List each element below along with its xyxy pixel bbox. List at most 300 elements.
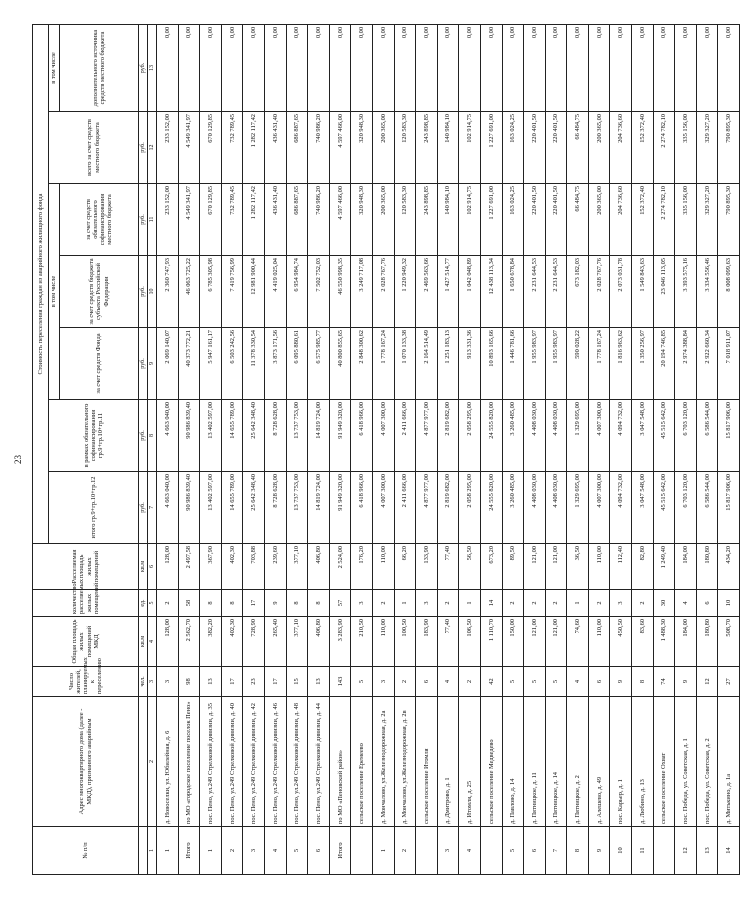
cell-total-cost: 25 642 348,40 [243,472,265,544]
cell-address: сельское поселение Еремеево [351,697,373,827]
cell-residents: 9 [675,667,697,697]
cell-residents: 5 [351,667,373,697]
cell-additional-source: 0,00 [329,24,351,111]
cell-row-number: 6 [524,827,546,875]
cell-total-area: 121,00 [545,617,567,667]
cell-region-budget: 2 231 644,53 [524,256,546,328]
cell-total-cost: 14 655 789,00 [221,472,243,544]
cell-resettled-area: 184,00 [675,544,697,590]
cell-address: по МО «городское поселение поселок Пено» [178,697,200,827]
cell-region-budget: 8 008 099,63 [718,256,740,328]
table-row [329,24,351,874]
cell-total-cost: 4 094 732,00 [610,472,632,544]
cell-total-area: 180,80 [696,617,718,667]
cell-fund: 40 800 855,65 [329,328,351,400]
header-fund: за счет средств Фонда [60,328,139,400]
cell-total-area: 265,40 [264,617,286,667]
cell-additional-source: 0,00 [632,24,654,111]
cell-additional-source: 0,00 [610,24,632,111]
cell-additional-source: 0,00 [588,24,610,111]
cell-resettled-area: 176,20 [351,544,373,590]
cell-resettled-area: 56,50 [459,544,481,590]
cell-total-cost: 6 586 544,00 [696,472,718,544]
cell-residents: 5 [545,667,567,697]
cell-additional-source: 0,00 [524,24,546,111]
cell-residents: 3 [372,667,394,697]
header-units-count: количество расселяемых жилых помещений [33,590,139,617]
cell-total-cost: 90 986 839,40 [178,472,200,544]
cell-address: сельское поселение Охват [653,697,675,827]
table-row [653,24,675,874]
cell-fund: 1 778 167,24 [588,328,610,400]
cell-units-count: 2 [588,590,610,617]
cell-resettled-area: 377,10 [286,544,308,590]
cell-cofinancing: 24 555 820,00 [480,400,502,472]
header-number: № п/п [33,827,139,875]
cell-additional-source: 0,00 [221,24,243,111]
cell-additional-source: 0,00 [178,24,200,111]
cell-row-number [653,827,675,875]
cell-units-count: 2 [545,590,567,617]
cell-total-cost: 13 402 597,00 [200,472,222,544]
column-number: 5 [148,590,157,617]
cell-resettled-area: 2 497,58 [178,544,200,590]
cell-resettled-area: 36,50 [567,544,589,590]
cell-region-budget: 2 073 031,78 [610,256,632,328]
cell-address: д. Пятницкое, д. 11 [524,697,546,827]
column-number: 8 [148,400,157,472]
cell-local-budget-total: 102 914,75 [459,112,481,184]
cell-total-cost: 4 408 030,00 [545,472,567,544]
table-row [178,24,200,874]
cell-local-cofinancing: 1 227 691,00 [480,184,502,256]
cell-row-number: 7 [545,827,567,875]
cell-cofinancing: 25 642 348,40 [243,400,265,472]
column-number: 10 [148,256,157,328]
column-number: 2 [148,697,157,827]
cell-local-budget-total: 1 282 117,42 [243,112,265,184]
header-resettled-area: Расселяемая площадь жилых помещений [33,544,139,590]
cell-fund: 1 816 963,62 [610,328,632,400]
column-number: 3 [148,667,157,697]
cell-total-cost: 4 877 977,00 [416,472,438,544]
cell-resettled-area: 434,20 [718,544,740,590]
cell-cofinancing: 4 877 977,00 [416,400,438,472]
cell-residents: 2 [459,667,481,697]
header-total-area: Общая площадь жилых помещений МКД [33,617,139,667]
cell-resettled-area: 367,90 [200,544,222,590]
cell-units-count: 4 [675,590,697,617]
cell-total-area: 110,00 [588,617,610,667]
cell-row-number: 4 [459,827,481,875]
table-row [394,24,416,874]
cell-address: пос. Пено, ул.249 Стрелковой дивизии, д. 40 [221,697,243,827]
cell-row-number: 2 [221,827,243,875]
cell-fund: 2 974 388,84 [675,328,697,400]
cell-additional-source: 0,00 [264,24,286,111]
cell-region-budget: 1 549 843,63 [632,256,654,328]
unit-cell [139,827,148,875]
cell-units-count: 1 [459,590,481,617]
cell-local-cofinancing: 790 895,30 [718,184,740,256]
cell-additional-source: 0,00 [394,24,416,111]
cell-resettled-area: 1 249,40 [653,544,675,590]
cell-resettled-area: 406,80 [308,544,330,590]
cell-local-budget-total: 120 583,30 [394,112,416,184]
table-row [264,24,286,874]
cell-row-number [351,827,373,875]
cell-row-number: Итого [178,827,200,875]
cell-cofinancing: 4 408 030,00 [524,400,546,472]
cell-resettled-area: 673,20 [480,544,502,590]
cell-total-cost: 2 411 666,00 [394,472,416,544]
unit-cell: кв.м [139,544,148,590]
cell-resettled-area: 121,00 [524,544,546,590]
cell-total-cost: 91 949 320,00 [329,472,351,544]
cell-total-cost: 8 728 628,00 [264,472,286,544]
cell-units-count: 2 [502,590,524,617]
cell-total-cost: 6 703 120,00 [675,472,697,544]
cell-region-budget: 7 419 756,99 [221,256,243,328]
cell-residents: 12 [696,667,718,697]
cell-total-cost: 2 819 682,00 [437,472,459,544]
cell-units-count: 10 [718,590,740,617]
cell-units-count: 30 [653,590,675,617]
column-number: 6 [148,544,157,590]
table-row [675,24,697,874]
cell-region-budget: 3 334 556,46 [696,256,718,328]
cell-address: пос. Пено, ул.249 Стрелковой дивизии, д. 48 [286,697,308,827]
cell-address: д. Павлово, д. 14 [502,697,524,827]
cell-local-cofinancing: 102 914,75 [459,184,481,256]
unit-cell: чел. [139,667,148,697]
cell-total-cost: 6 418 966,00 [351,472,373,544]
cell-resettled-area: 110,00 [372,544,394,590]
cell-address: пос. Пено, ул.249 Стрелковой дивизии, д. 35 [200,697,222,827]
cell-local-cofinancing: 200 365,00 [588,184,610,256]
cell-units-count: 2 [372,590,394,617]
cell-address: пос. Пено, ул.249 Стрелковой дивизии, д. 42 [243,697,265,827]
cell-row-number [416,827,438,875]
cell-fund: 1 778 167,24 [372,328,394,400]
cell-local-cofinancing: 200 365,00 [372,184,394,256]
header-address: Адрес многоквартирного дома (далее - МКД), признанного аварийным [33,697,139,827]
cell-address: д. Новоселки, ул. Юбилейная, д. 6 [157,697,179,827]
cell-local-cofinancing: 163 024,25 [502,184,524,256]
table-row [459,24,481,874]
cell-fund: 20 194 746,85 [653,328,675,400]
cell-row-number: Итого [329,827,351,875]
table-row [157,24,179,874]
cell-additional-source: 0,00 [718,24,740,111]
cell-local-budget-total: 66 484,75 [567,112,589,184]
cell-resettled-area: 402,30 [221,544,243,590]
cell-total-area: 74,60 [567,617,589,667]
cell-units-count: 8 [221,590,243,617]
cell-resettled-area: 89,50 [502,544,524,590]
cell-region-budget: 12 981 900,44 [243,256,265,328]
cell-row-number: 4 [264,827,286,875]
cell-additional-source: 0,00 [675,24,697,111]
cell-additional-source: 0,00 [286,24,308,111]
cell-row-number: 11 [632,827,654,875]
cell-units-count: 9 [264,590,286,617]
cell-cofinancing: 13 737 753,00 [286,400,308,472]
cell-units-count: 3 [416,590,438,617]
table-row [632,24,654,874]
cell-fund: 1 955 983,97 [545,328,567,400]
cell-cofinancing: 14 819 724,00 [308,400,330,472]
cell-local-cofinancing: 4 549 341,97 [178,184,200,256]
cell-local-budget-total: 670 129,85 [200,112,222,184]
cell-total-area: 377,10 [286,617,308,667]
cell-units-count: 8 [308,590,330,617]
cell-additional-source: 0,00 [480,24,502,111]
unit-cell: руб. [139,400,148,472]
cell-fund: 6 575 985,77 [308,328,330,400]
cell-residents: 3 [157,667,179,697]
cell-row-number: 13 [696,827,718,875]
cell-local-cofinancing: 320 948,30 [351,184,373,256]
cell-fund: 6 095 880,61 [286,328,308,400]
cell-units-count: 58 [178,590,200,617]
cell-additional-source: 0,00 [696,24,718,111]
cell-additional-source: 0,00 [372,24,394,111]
cell-fund: 1 446 781,66 [502,328,524,400]
cell-local-budget-total: 204 736,60 [610,112,632,184]
cell-address: д. Алешево, д. 49 [588,697,610,827]
cell-total-cost: 24 555 820,00 [480,472,502,544]
cell-local-budget-total: 163 024,25 [502,112,524,184]
cell-fund: 1 350 256,97 [632,328,654,400]
column-number: 1 [148,827,157,875]
cell-total-area: 210,50 [351,617,373,667]
cell-total-area: 77,40 [437,617,459,667]
cell-local-budget-total: 320 948,30 [351,112,373,184]
cell-total-area: 382,20 [200,617,222,667]
column-number: 12 [148,112,157,184]
cell-units-count: 2 [524,590,546,617]
cell-total-area: 128,00 [157,617,179,667]
cell-cofinancing: 6 418 966,00 [351,400,373,472]
table-row [416,24,438,874]
cell-units-count: 2 [157,590,179,617]
resettlement-table [32,24,740,875]
cell-region-budget: 2 028 767,76 [588,256,610,328]
cell-resettled-area: 128,00 [157,544,179,590]
table-row [480,24,502,874]
cell-local-budget-total: 732 789,45 [221,112,243,184]
cell-row-number: 3 [437,827,459,875]
cell-residents: 5 [524,667,546,697]
cell-region-budget: 1 220 949,32 [394,256,416,328]
cell-row-number: 3 [243,827,265,875]
cell-residents: 4 [437,667,459,697]
cell-units-count: 3 [351,590,373,617]
cell-residents: 98 [178,667,200,697]
cell-cofinancing: 4 007 300,00 [372,400,394,472]
cell-resettled-area: 77,40 [437,544,459,590]
table-row [351,24,373,874]
cell-resettled-area: 66,20 [394,544,416,590]
cell-address: пос. Победа, ул. Советская, д. 2 [696,697,718,827]
table-row [243,24,265,874]
cell-row-number: 1 [372,827,394,875]
table-row [286,24,308,874]
cell-total-cost: 3 047 548,00 [632,472,654,544]
cell-resettled-area: 133,90 [416,544,438,590]
header-residents: Число жителей, планируемых к переселению [33,667,139,697]
cell-cofinancing: 2 819 682,00 [437,400,459,472]
cell-fund: 2 922 660,34 [696,328,718,400]
unit-cell: руб. [139,472,148,544]
cell-region-budget: 23 046 113,05 [653,256,675,328]
cell-cofinancing: 4 094 732,00 [610,400,632,472]
cell-residents: 4 [567,667,589,697]
cell-fund: 10 893 165,66 [480,328,502,400]
cell-cofinancing: 15 817 906,00 [718,400,740,472]
cell-local-cofinancing: 220 401,50 [524,184,546,256]
cell-additional-source: 0,00 [308,24,330,111]
cell-resettled-area: 2 524,00 [329,544,351,590]
cell-local-cofinancing: 243 898,85 [416,184,438,256]
cell-residents: 15 [286,667,308,697]
cell-residents: 5 [502,667,524,697]
cell-fund: 1 251 183,13 [437,328,459,400]
cell-units-count: 1 [394,590,416,617]
header-total-cost: итого гр.9+гр.10+гр.12 [49,472,139,544]
header-local-budget-total: всего за счет средств местного бюджета [49,112,139,184]
cell-region-budget: 2 028 767,76 [372,256,394,328]
table-row [718,24,740,874]
cell-local-cofinancing: 686 887,65 [286,184,308,256]
cell-local-cofinancing: 335 156,00 [675,184,697,256]
cell-local-budget-total: 4 597 466,00 [329,112,351,184]
header-region-budget: за счет средств бюджета субъекта Российской Федерации [60,256,139,328]
column-number: 7 [148,472,157,544]
cell-additional-source: 0,00 [200,24,222,111]
header-cost-group: Стоимость переселения граждан из аварийного жилищного фонда [33,24,49,543]
cell-cofinancing: 91 949 320,00 [329,400,351,472]
cell-fund: 1 070 133,38 [394,328,416,400]
cell-row-number: 5 [286,827,308,875]
cell-units-count: 17 [243,590,265,617]
cell-local-budget-total: 4 549 341,97 [178,112,200,184]
cell-address: д. Мончалово, ул.Железнодорожная, д. 2а [372,697,394,827]
cell-additional-source: 0,00 [545,24,567,111]
cell-total-cost: 14 819 724,00 [308,472,330,544]
cell-cofinancing: 4 007 300,00 [588,400,610,472]
cell-total-area: 508,70 [718,617,740,667]
cell-residents: 13 [308,667,330,697]
cell-local-cofinancing: 329 327,20 [696,184,718,256]
table-row [696,24,718,874]
cell-local-budget-total: 436 431,40 [264,112,286,184]
table-row [437,24,459,874]
cell-region-budget: 1 427 514,77 [437,256,459,328]
unit-cell: руб. [139,184,148,256]
cell-residents: 17 [264,667,286,697]
cell-additional-source: 0,00 [502,24,524,111]
cell-total-cost: 3 260 485,00 [502,472,524,544]
cell-total-area: 3 283,90 [329,617,351,667]
cell-residents: 6 [588,667,610,697]
cell-additional-source: 0,00 [653,24,675,111]
cell-address: пос. Победа, ул. Советская, д. 1 [675,697,697,827]
cell-additional-source: 0,00 [243,24,265,111]
cell-resettled-area: 239,60 [264,544,286,590]
cell-row-number: 8 [567,827,589,875]
header-additional-source: дополнительного источника средств местного бюджета [60,24,139,111]
cell-address: пос. Пено, ул.249 Стрелковой дивизии, д. 44 [308,697,330,827]
cell-address: д. Итомля, д. 25 [459,697,481,827]
cell-residents: 143 [329,667,351,697]
cell-address: д. Мончалово, ул.Железнодорожная, д. 2в [394,697,416,827]
cell-local-budget-total: 152 372,40 [632,112,654,184]
cell-region-budget: 6 954 984,74 [286,256,308,328]
cell-row-number: 1 [200,827,222,875]
cell-local-cofinancing: 140 984,10 [437,184,459,256]
cell-row-number: 12 [675,827,697,875]
cell-total-cost: 45 515 642,00 [653,472,675,544]
cell-address: д. Дмитрово, д. 1 [437,697,459,827]
cell-units-count: 1 [567,590,589,617]
table-row [588,24,610,874]
cell-total-cost: 13 737 753,00 [286,472,308,544]
header-including: в том числе [49,184,60,400]
cell-residents: 8 [632,667,654,697]
cell-cofinancing: 13 402 597,00 [200,400,222,472]
cell-local-cofinancing: 740 986,20 [308,184,330,256]
cell-address: сельское поселение Медведево [480,697,502,827]
cell-region-budget: 6 785 305,98 [200,256,222,328]
table-row [221,24,243,874]
cell-total-cost: 1 329 695,00 [567,472,589,544]
cell-residents: 27 [718,667,740,697]
cell-total-area: 183,90 [416,617,438,667]
cell-local-cofinancing: 436 431,40 [264,184,286,256]
page-number: 23 [13,455,23,464]
cell-address: д. Пятницкое, д. 2 [567,697,589,827]
header-local-cofinancing: за счет средств обязательного софинансирования местного бюджета [60,184,139,256]
cell-row-number [480,827,502,875]
cell-total-area: 184,00 [675,617,697,667]
cell-region-budget: 4 419 025,04 [264,256,286,328]
cell-additional-source: 0,00 [416,24,438,111]
cell-residents: 23 [243,667,265,697]
cell-units-count: 3 [610,590,632,617]
cell-address: д. Пятницкое, д. 14 [545,697,567,827]
cell-resettled-area: 112,40 [610,544,632,590]
cell-total-area: 728,90 [243,617,265,667]
cell-local-cofinancing: 120 583,30 [394,184,416,256]
table-row [524,24,546,874]
cell-local-cofinancing: 732 789,45 [221,184,243,256]
cell-cofinancing: 1 329 695,00 [567,400,589,472]
cell-fund: 11 378 330,54 [243,328,265,400]
cell-units-count: 6 [696,590,718,617]
cell-local-cofinancing: 66 484,75 [567,184,589,256]
cell-row-number: 2 [394,827,416,875]
unit-cell: ед. [139,590,148,617]
cell-additional-source: 0,00 [567,24,589,111]
cell-total-cost: 4 007 300,00 [372,472,394,544]
unit-cell: руб. [139,256,148,328]
cell-fund: 2 848 300,62 [351,328,373,400]
cell-region-budget: 46 063 725,22 [178,256,200,328]
cell-address: д. Митькино, д. 1а [718,697,740,827]
cell-cofinancing: 90 986 839,40 [178,400,200,472]
